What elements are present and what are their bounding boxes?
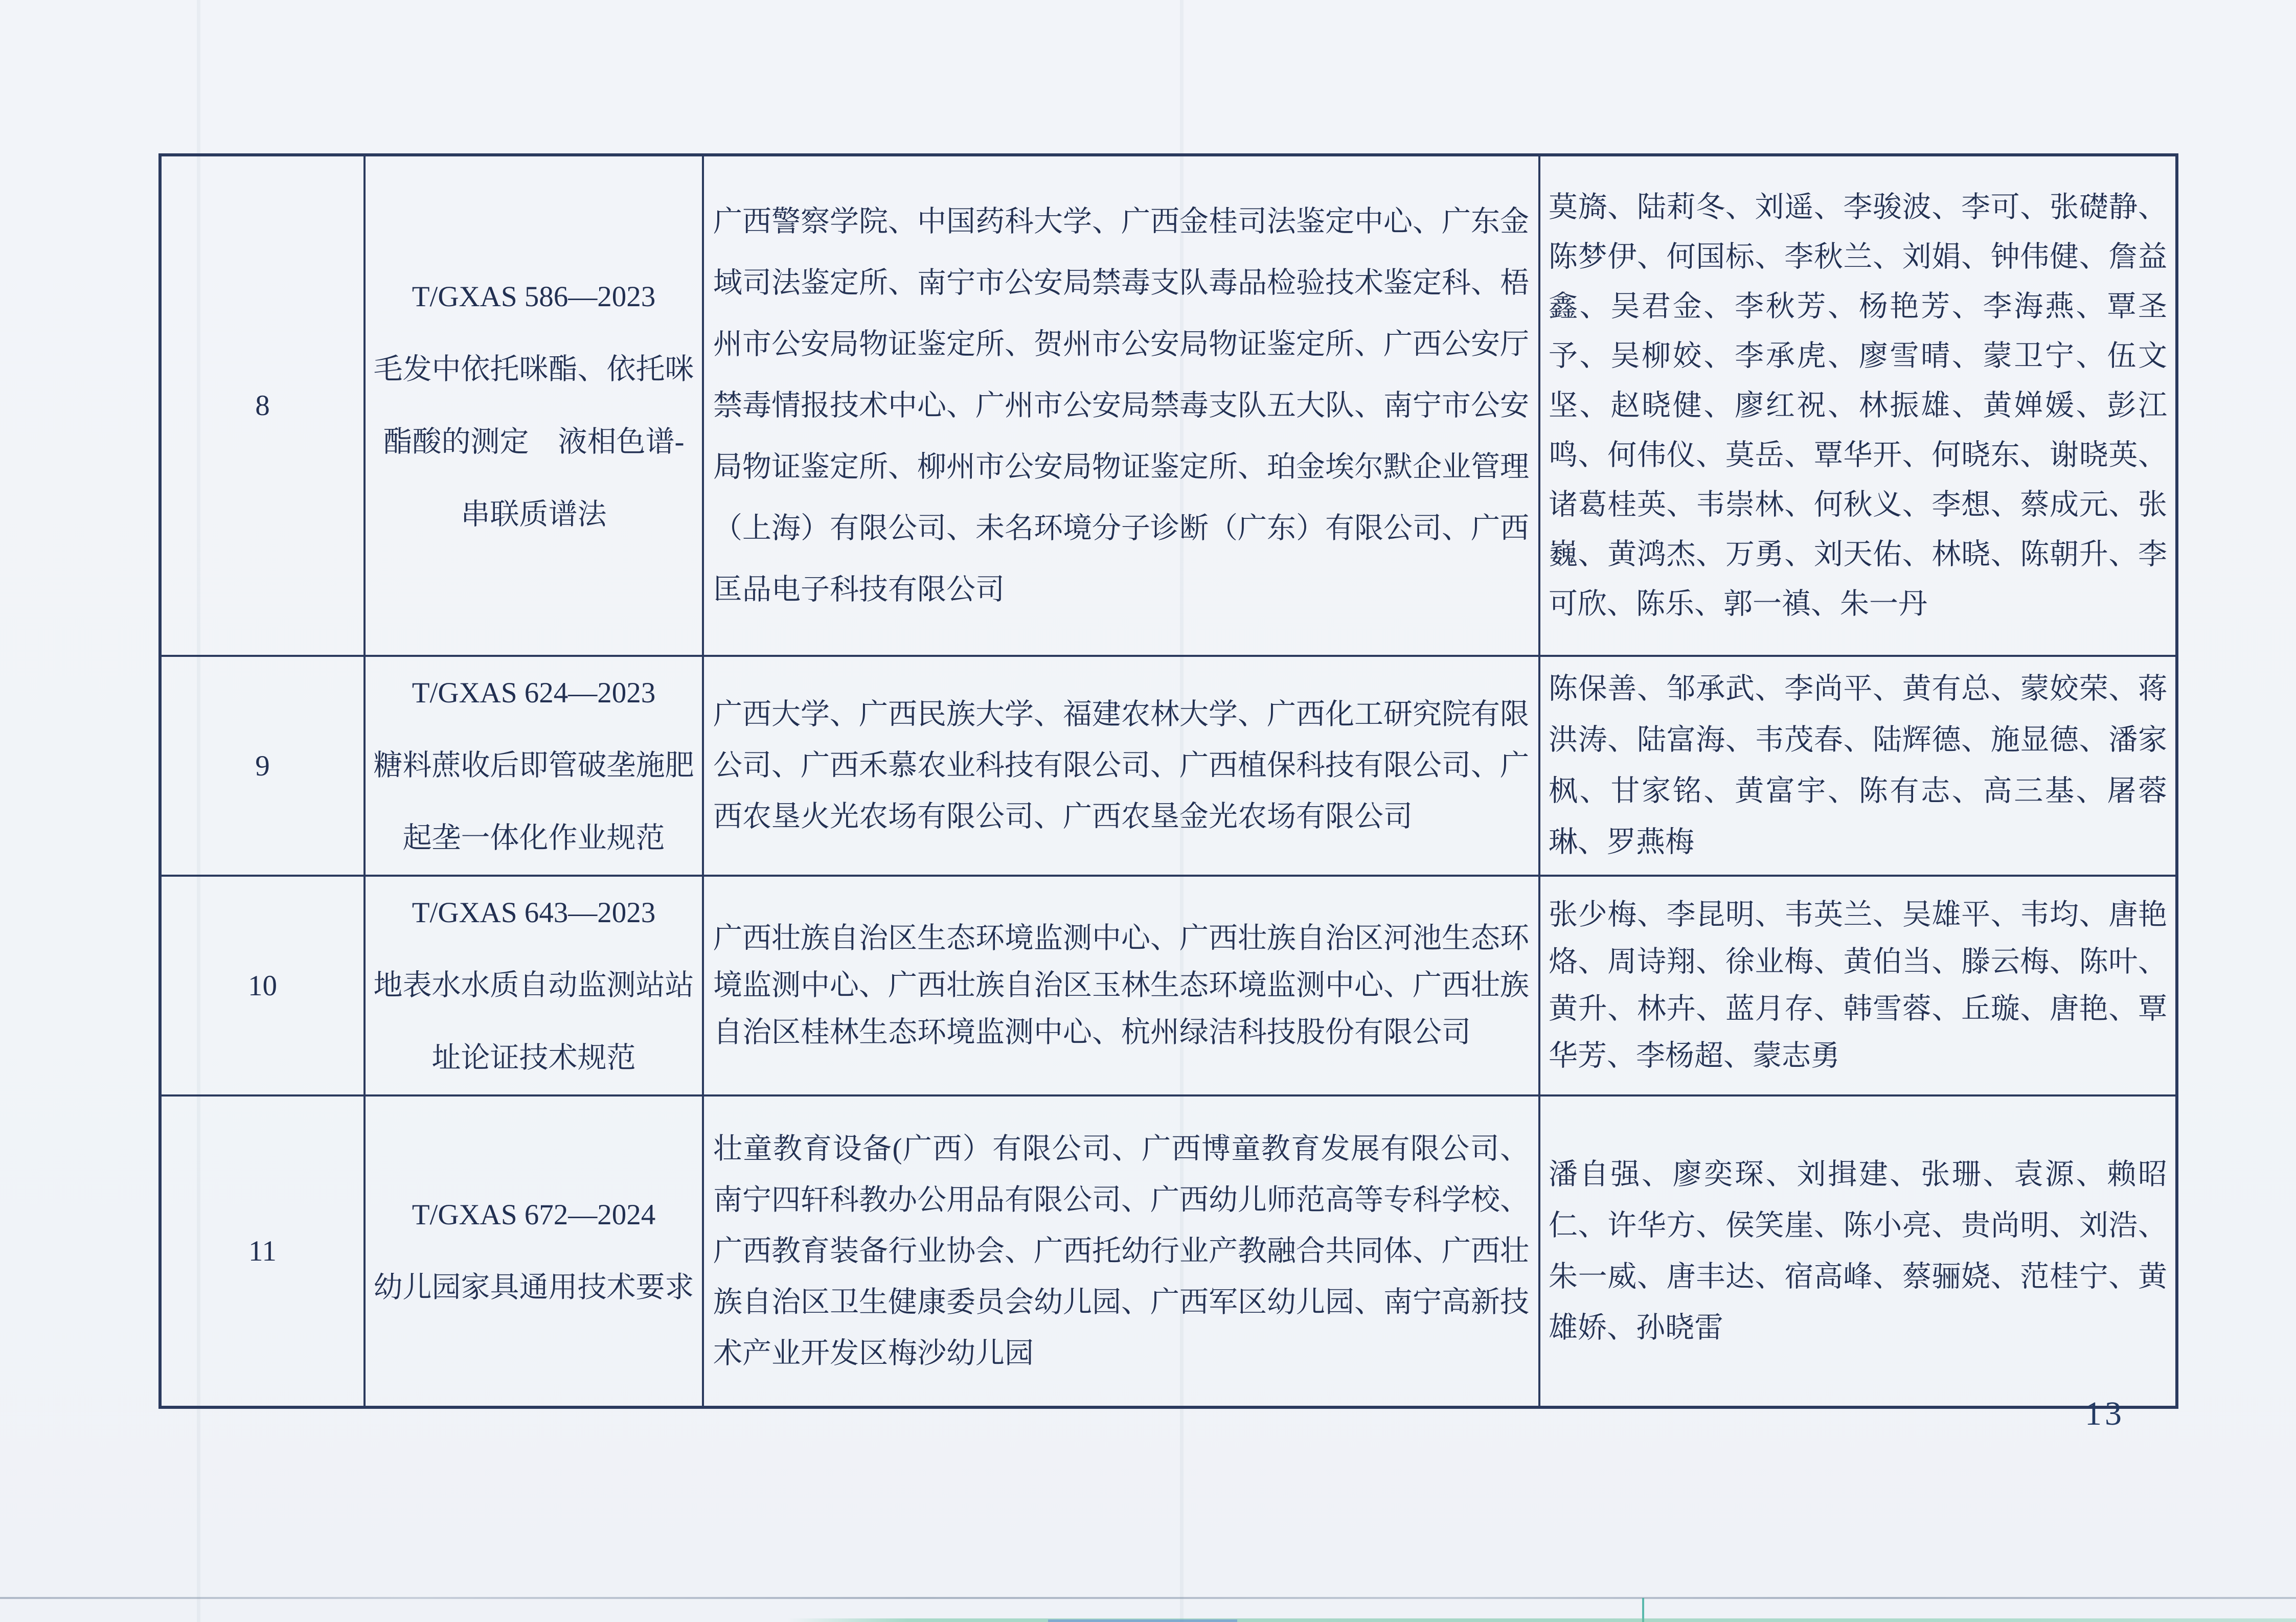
page-number: 13 bbox=[2085, 1395, 2125, 1432]
organizations-cell bbox=[703, 155, 1539, 656]
organizations-cell bbox=[703, 656, 1539, 876]
drafters-cell bbox=[1539, 155, 2177, 656]
standard-cell bbox=[365, 876, 703, 1095]
organizations-cell bbox=[703, 876, 1539, 1095]
standard-code: T/GXAS 672—2024 bbox=[412, 1198, 656, 1231]
standard-title: 幼儿园家具通用技术要求 bbox=[373, 1271, 694, 1304]
table-row bbox=[160, 656, 2177, 876]
drafters-cell bbox=[1539, 656, 2177, 876]
organizations-text: 广西壮族自治区生态环境监测中心、广西壮族自治区河池生态环境监测中心、广西壮族自治区玉林生态环境监测中心、广西壮族自治区桂林生态环境监测中心、杭州绿洁科技股份有限公司 bbox=[713, 922, 1529, 1048]
standard-code: T/GXAS 624—2023 bbox=[412, 677, 656, 709]
organizations-cell bbox=[703, 1095, 1539, 1407]
drafters-text: 莫旖、陆莉冬、刘遥、李骏波、李可、张礎静、陈梦伊、何国标、李秋兰、刘娟、钟伟健、詹益鑫、吴君金、李秋芳、杨艳芳、李海燕、覃圣予、吴柳姣、李承虎、廖雪晴、蒙卫宁、伍文坚、赵晓健、廖红祝、林振雄、黄婵媛、彭江鸣、何伟仪、莫岳、覃华开、何晓东、谢晓英、诸葛桂英、韦崇林、何秋义、李想、蔡成元、张巍、黄鸿杰、万勇、刘天佑、林晓、陈朝升、李可欣、陈乐、郭一禛、朱一丹 bbox=[1549, 191, 2167, 620]
standard-cell bbox=[365, 155, 703, 656]
row-serial bbox=[160, 155, 365, 656]
standard-title: 地表水水质自动监测站站址论证技术规范 bbox=[373, 969, 694, 1074]
scan-artifact-bottom-strip bbox=[787, 1618, 2296, 1622]
table-row bbox=[160, 155, 2177, 656]
standard-code: T/GXAS 586—2023 bbox=[412, 280, 656, 313]
drafters-text: 陈保善、邹承武、李尚平、黄有总、蒙姣荣、蒋洪涛、陆富海、韦茂春、陆辉德、施显德、潘家枫、甘家铭、黄富宇、陈有志、高三基、屠蓉琳、罗燕梅 bbox=[1549, 673, 2167, 858]
serial-number: 10 bbox=[248, 969, 277, 1002]
serial-number: 8 bbox=[255, 390, 270, 422]
standard-title: 毛发中依托咪酯、依托咪酯酸的测定 液相色谱-串联质谱法 bbox=[373, 353, 694, 531]
standard-title: 糖料蔗收后即管破垄施肥起垄一体化作业规范 bbox=[373, 749, 694, 854]
row-serial bbox=[160, 1095, 365, 1407]
organizations-text: 广西大学、广西民族大学、福建农林大学、广西化工研究院有限公司、广西禾慕农业科技有限公司、广西植保科技有限公司、广西农垦火光农场有限公司、广西农垦金光农场有限公司 bbox=[713, 698, 1529, 833]
standards-table bbox=[158, 153, 2178, 1409]
row-serial bbox=[160, 656, 365, 876]
serial-number: 9 bbox=[255, 749, 270, 782]
drafters-cell bbox=[1539, 1095, 2177, 1407]
organizations-text: 广西警察学院、中国药科大学、广西金桂司法鉴定中心、广东金域司法鉴定所、南宁市公安局禁毒支队毒品检验技术鉴定科、梧州市公安局物证鉴定所、贺州市公安局物证鉴定所、广西公安厅禁毒情报技术中心、广州市公安局禁毒支队五大队、南宁市公安局物证鉴定所、柳州市公安局物证鉴定所、珀金埃尔默企业管理（上海）有限公司、未名环境分子诊断（广东）有限公司、广西匡品电子科技有限公司 bbox=[713, 205, 1529, 606]
organizations-text: 壮童教育设备(广西）有限公司、广西博童教育发展有限公司、南宁四轩科教办公用品有限公司、广西幼儿师范高等专科学校、广西教育装备行业协会、广西托幼行业产教融合共同体、广西壮族自治区卫生健康委员会幼儿园、广西军区幼儿园、南宁高新技术产业开发区梅沙幼儿园 bbox=[713, 1132, 1529, 1369]
standard-cell bbox=[365, 656, 703, 876]
standard-cell bbox=[365, 1095, 703, 1407]
row-serial bbox=[160, 876, 365, 1095]
standard-code: T/GXAS 643—2023 bbox=[412, 897, 656, 929]
drafters-cell bbox=[1539, 876, 2177, 1095]
table-row bbox=[160, 1095, 2177, 1407]
drafters-text: 潘自强、廖奕琛、刘揖建、张珊、袁源、赖昭仁、许华方、侯笑崖、陈小亮、贵尚明、刘浩、朱一威、唐丰达、宿高峰、蔡骊娆、范桂宁、黄雄娇、孙晓雷 bbox=[1549, 1158, 2167, 1344]
scan-artifact-blue-speck bbox=[1048, 1619, 1237, 1622]
drafters-text: 张少梅、李昆明、韦英兰、吴雄平、韦均、唐艳烙、周诗翔、徐业梅、黄伯当、滕云梅、陈叶、黄升、林卉、蓝月存、韩雪蓉、丘璇、唐艳、覃华芳、李杨超、蒙志勇 bbox=[1549, 899, 2167, 1072]
table-row bbox=[160, 876, 2177, 1095]
scan-artifact-line bbox=[0, 1597, 2296, 1599]
serial-number: 11 bbox=[248, 1235, 277, 1267]
